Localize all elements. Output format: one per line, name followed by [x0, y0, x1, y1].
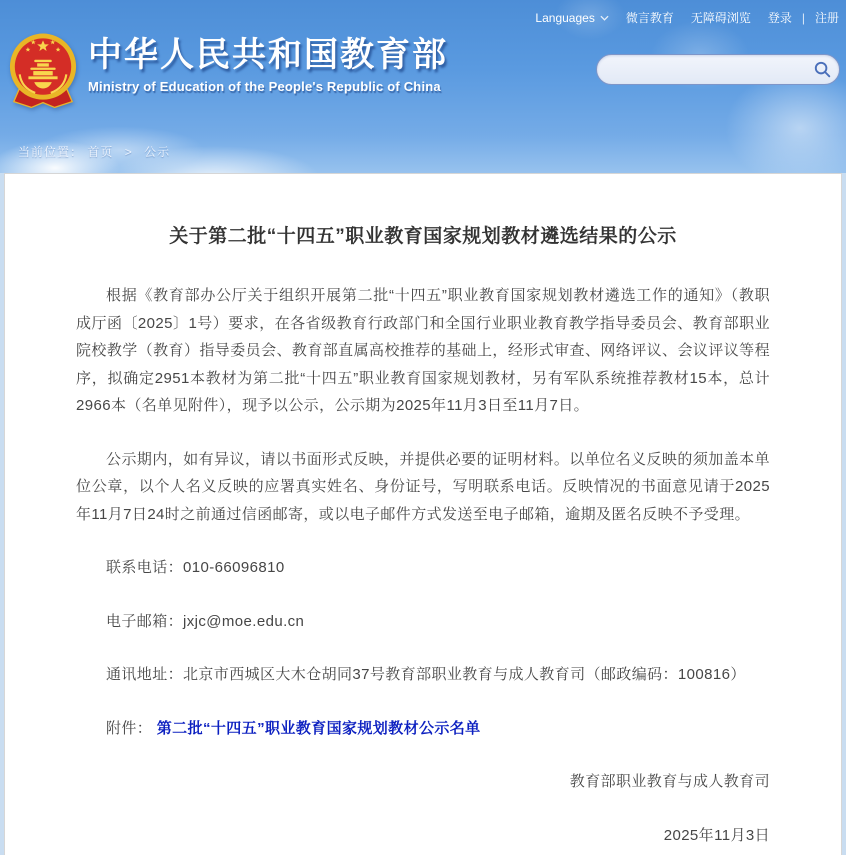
- article-paragraph-2: 公示期内，如有异议，请以书面形式反映，并提供必要的证明材料。以单位名义反映的须加盖本单位公章，以个人名义反映的应署真实姓名、身份证号，写明联系电话。反映情况的书面意见请于2025年11月7日24时之前通过信函邮寄，或以电子邮件方式发送至电子邮箱，逾期及匿名反映不予受理。: [76, 450, 770, 523]
- search-button[interactable]: [805, 55, 839, 84]
- site-title: 中华人民共和国教育部: [88, 36, 448, 74]
- attachment-link[interactable]: 第二批“十四五”职业教育国家规划教材公示名单: [156, 719, 481, 737]
- search-box: [596, 54, 840, 85]
- attachment-row: [76, 715, 770, 743]
- search-input[interactable]: [597, 55, 805, 84]
- brand: [8, 31, 448, 110]
- topbar-link-login[interactable]: 登录: [767, 11, 792, 25]
- signature: 教育部职业教育与成人教育司: [569, 773, 770, 790]
- breadcrumb-home[interactable]: 首页: [87, 145, 114, 159]
- site-header: [0, 0, 846, 173]
- contact-email: 电子邮箱：jxjc@moe.edu.cn: [106, 612, 305, 630]
- article-paragraph-1: 根据《教育部办公厅关于组织开展第二批“十四五”职业教育国家规划教材遴选工作的通知》（教职成厅函〔2025〕1号）要求，在各省级教育行政部门和全国行业职业教育教学指导委员会、教育部职业院校教学（教育）指导委员会、教育部直属高校推荐的基础上，经形式审查、网络评议、会议评议等程序，拟确定2951本教材为第二批“十四五”职业教育国家规划教材，另有军队系统推荐教材15本，总计2966本（名单见附件），现予以公示，公示期为2025年11月3日至11月7日。: [76, 287, 770, 414]
- brand-text: [88, 31, 448, 94]
- topbar-divider: |: [801, 10, 805, 25]
- languages-label: Languages: [535, 10, 595, 25]
- national-emblem-icon: [8, 31, 78, 110]
- site-subtitle: Ministry of Education of the People's Republic of China: [88, 79, 441, 95]
- contact-address: 通讯地址：北京市西城区大木仓胡同37号教育部职业教育与成人教育司（邮政编码：100816）: [106, 666, 746, 683]
- topbar-link-register[interactable]: 注册: [814, 11, 839, 25]
- breadcrumb: [18, 143, 170, 160]
- search-icon: [814, 61, 831, 78]
- publish-date: 2025年11月3日: [663, 826, 770, 844]
- content-panel: [4, 173, 842, 855]
- attachment-label: 附件：: [106, 719, 153, 737]
- breadcrumb-current: 公示: [144, 145, 171, 159]
- breadcrumb-label: 当前位置：: [18, 145, 84, 159]
- languages-menu[interactable]: [535, 11, 608, 25]
- topbar-link-weiyan-edu[interactable]: 微言教育: [625, 11, 674, 25]
- contact-phone: 联系电话：010-66096810: [106, 559, 285, 576]
- article-title: 关于第二批“十四五”职业教育国家规划教材遴选结果的公示: [169, 226, 677, 247]
- chevron-down-icon: [600, 15, 609, 21]
- breadcrumb-separator: >: [124, 145, 133, 159]
- topbar-link-accessibility[interactable]: 无障碍浏览: [690, 11, 751, 25]
- topbar: [535, 9, 839, 26]
